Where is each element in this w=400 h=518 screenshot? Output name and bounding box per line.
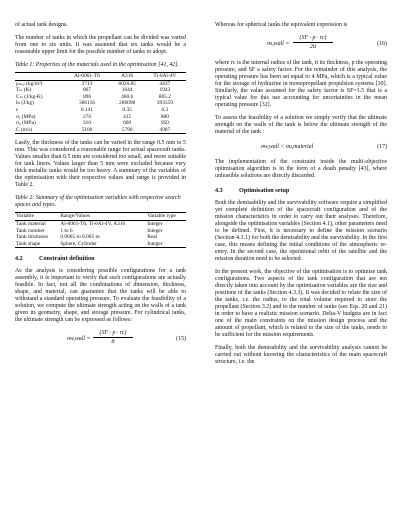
equation-lhs: σs,wall =	[267, 41, 290, 47]
section-title: Optimisation setup	[239, 187, 290, 194]
paragraph: The implementation of the constraint inside the multi-objective optimisation algorithm is in the form of a death penalty [43], where unfeasible solutions are directly discarded.	[215, 159, 387, 179]
table-cell: 310	[82, 120, 92, 127]
table-cell: 805.2	[158, 93, 171, 100]
table-cell: 286098	[119, 100, 136, 107]
table-row	[15, 241, 186, 248]
table-cell: 5100	[81, 126, 93, 133]
table-cell: 276	[82, 113, 92, 120]
equation-number: (15)	[176, 336, 186, 343]
table-cell: Cₘ (J/kg-K)	[16, 93, 43, 100]
table-cell: 1 to 6	[60, 227, 73, 234]
table-cell: Tank material	[16, 220, 46, 227]
table2-header-row	[15, 213, 186, 221]
table-row	[15, 87, 186, 94]
table-row	[15, 94, 186, 101]
equation-15	[15, 330, 186, 350]
table-cell: 386116	[79, 100, 95, 107]
table-cell: 415	[123, 113, 132, 120]
paragraph: of actual tank designs.	[15, 22, 68, 28]
table-cell: C (m/s)	[16, 126, 33, 133]
table-cell: 880	[160, 113, 169, 120]
table-cell: 0.141	[80, 106, 94, 113]
table-row	[15, 220, 186, 227]
equation-17	[215, 142, 387, 154]
table1	[15, 72, 186, 134]
table-cell: Tank shape	[16, 240, 41, 247]
table2	[15, 212, 186, 248]
table-cell: 0.35	[122, 106, 132, 113]
table-header-cell: Al-6061-T6	[74, 73, 100, 79]
table-cell: Real	[147, 234, 158, 241]
table-row	[15, 228, 186, 235]
equation-fraction	[93, 330, 133, 345]
table-cell: Al-6061-T6, Ti-6Al-4V, A316	[60, 220, 126, 227]
table-cell: Sphere, Cylinder	[60, 240, 97, 247]
paragraph: In the present work, the objective of the optimisation is to optimise tank configurations. Two aspects of the tank configuration that are not directly taken into account by the optimisation variables are the size and positions of the tanks (Section 4.3.3). It was decided to relate the size of the tanks, i.e. the radius, to the total volume required to store the propellant (Section 3.2) and to the number of tanks (see Eqs. 20 and 21) in order to have a realistic mission scenario. Delta-V budgets are in fact one of the main constraints on the mission design process and the amount of propellant, which is related to the size of the tanks, needs to be sufficient for the mission requirements.	[215, 269, 387, 338]
table-header-cell: A316	[121, 73, 134, 79]
equation-lhs: σw,wall =	[67, 336, 91, 343]
equation-denominator: 2tt	[309, 44, 317, 50]
equation-number: (17)	[377, 144, 387, 150]
table-header-cell: Range/Values	[60, 213, 90, 220]
table-cell: 8026.85	[118, 80, 136, 87]
table-cell: 1644	[121, 87, 133, 94]
table2-caption: Table 2: Summary of the optimisation variables with respective search spaces and types.	[15, 195, 181, 209]
section-heading	[15, 255, 186, 262]
equation-numerator: (SF · p · rc)	[293, 35, 333, 43]
table-cell: 460.6	[121, 93, 134, 100]
table-row	[15, 100, 186, 107]
table-cell: 0.3	[161, 106, 169, 113]
table-cell: 1943	[159, 87, 171, 94]
table-cell: 867	[82, 87, 92, 94]
table-cell: 5790	[121, 126, 133, 133]
table-cell: Integer	[147, 240, 163, 247]
paragraph: As the analysis is considering possible configurations for a tank assembly, it is important to verify that such configurations are actually feasible. In fact, not all the combinations of dimension, thickness, shape, and material, can guarantee that the tanks will be able to withstand a standard operating pressure. To evaluate the feasibility of a solution, we compute the ultimate strength acting on the walls of a tank given its geometry, shape, and storage pressure. For cylindrical tanks, the ultimate strength can be expressed as follows:	[15, 268, 186, 324]
equation-expression: σw,wall < σu,material	[261, 144, 314, 150]
paragraph: Finally, both the demisability and the survivability analysis cannot be carried out without knowing the characteristics of the main spacecraft structure, i.e. the	[215, 345, 387, 365]
left-column	[15, 22, 186, 355]
table1-header-row	[15, 73, 186, 81]
table-row	[15, 107, 186, 114]
table-cell: 950	[160, 120, 169, 127]
equation-16	[215, 35, 387, 55]
table-header-cell	[15, 73, 63, 81]
table-cell: Tₘ (K)	[16, 87, 32, 94]
table-cell: 393559	[156, 100, 173, 107]
table-cell: Integer	[147, 227, 163, 234]
table-row	[15, 80, 186, 87]
table-cell: σᵧ (MPa)	[16, 113, 36, 120]
table1-caption: Table 1: Properties of the materials used in the optimisation [41, 42].	[15, 62, 180, 68]
table-cell: Integer	[147, 220, 163, 227]
section-number: 4.2	[15, 255, 23, 263]
paragraph: Whereas for spherical tanks the equivalent expression is	[215, 22, 348, 28]
right-column	[215, 22, 387, 372]
table-header-cell: Ti-6Al-4V	[153, 73, 177, 79]
table-cell: hₗ (J/kg)	[16, 100, 34, 107]
table-cell: 600	[123, 120, 132, 127]
table-header-cell: Variable type	[147, 213, 176, 220]
section-heading	[215, 187, 387, 194]
table-cell: ε	[16, 106, 19, 113]
section-number: 4.3	[215, 187, 223, 194]
table-cell: Tank thickness	[16, 234, 49, 241]
paragraph: Lastly, the thickness of the tanks can be varied in the range 0.5 mm to 5 mm. This was considered a reasonable range for actual spacecraft tanks. Values smaller than 0.5 mm are considered too small, and more suitable for tank liners. Values larger than 5 mm were excluded because very thick metallic tanks would be too heavy. A summary of the variables of the optimisation with their respective values and range is provided in Table 2.	[15, 140, 186, 189]
table-cell: ρₘₐₜ (kg/m³)	[16, 80, 43, 87]
table-cell: 4437	[159, 80, 171, 87]
table-row	[15, 234, 186, 241]
table-cell: 4987	[159, 126, 171, 133]
equation-fraction	[293, 35, 333, 50]
table-row	[15, 114, 186, 121]
section-title: Constraint definition	[39, 255, 95, 263]
paragraph: To assess the feasibility of a solution we simply verify that the ultimate strength on the walls of the tank is below the ultimate strength of the material of the tank :	[215, 115, 387, 135]
table-header-cell: Variable	[16, 213, 34, 220]
table-cell: σᵤ (MPa)	[16, 120, 36, 127]
paragraph: The number of tanks in which the propellant can be divided was varied from one to six units. It was assumed that six tanks would be a reasonable upper limit for the possible number of tanks to adopt.	[15, 35, 186, 55]
equation-numerator: (SF · p · rc)	[93, 330, 133, 338]
table-row	[15, 120, 186, 127]
paragraph: Both the demisability and the survivability software require a simplified yet complete definition of the spacecraft configuration and of the mission characteristics in order to carry out their analyses. Therefore, alongside the optimisation variables (Section 4.1), other parameters need to be defined. First, it is necessary to define the mission scenario (Section 4.3.1) for both the demisability and the survivability. In the first case, this means defining the initial conditions of the atmospheric re-entry. In the second case, the operational orbit of the satellite and the mission duration need to be selected.	[215, 200, 387, 262]
paragraph: where rc is the internal radius of the tank, tt its thickness, p the operating pressure, and SF a safety factor. For the remainder of this analysis, the operating pressure has been set equal to 4 MPa, which is a typical value for the storage of hydrazine in monopropellant propulsion systems [30]. Similarly, the value assumed for the safety factor is SF=1.5 that is a typical value for this use accounting for uncertainties in the mean operating pressure [32].	[215, 60, 387, 108]
equation-number: (16)	[377, 41, 387, 47]
table-row	[15, 127, 186, 134]
table-cell: Tank number	[16, 227, 45, 234]
table-cell: 896	[82, 93, 92, 100]
equation-denominator: tt	[111, 339, 115, 346]
table-cell: 2713	[81, 80, 93, 87]
table-cell: 0.0005 to 0.005 m	[60, 234, 100, 241]
